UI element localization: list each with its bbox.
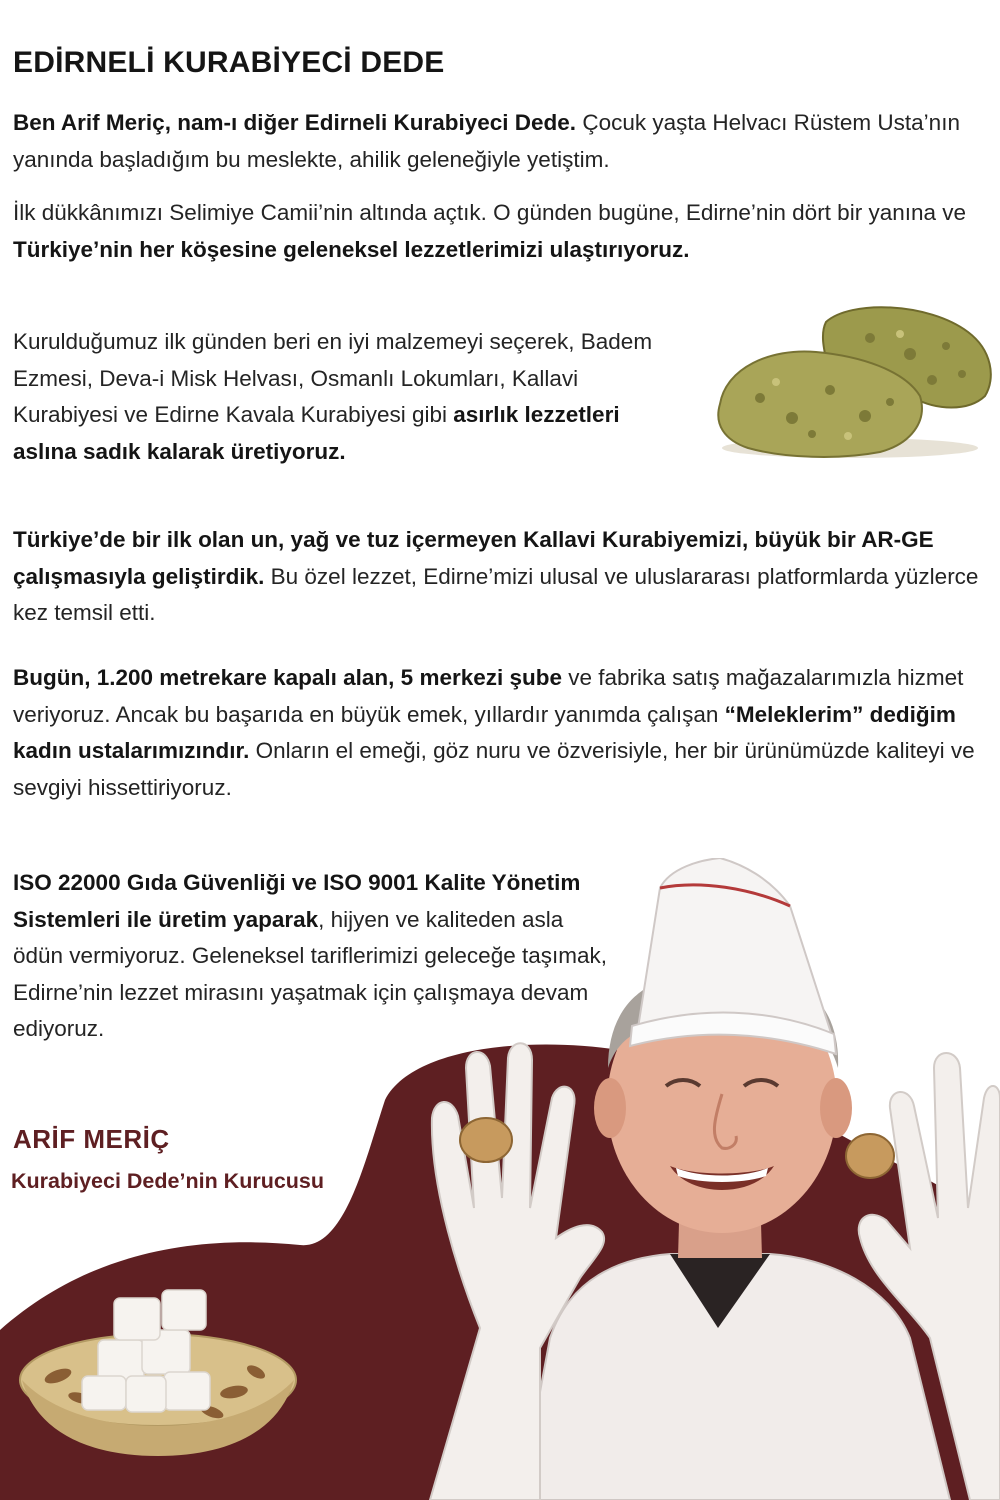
founder-portrait-image bbox=[370, 858, 1000, 1500]
kallavi-paragraph bbox=[13, 522, 988, 632]
lokum-bowl-image bbox=[16, 1280, 300, 1458]
kallavi-bold: Türkiye’de bir ilk olan un, yağ ve tuz içermeyen Kallavi Kurabiyemizi, büyük bir AR-GE çalışmasıyla geliştirdik. bbox=[13, 527, 934, 589]
iso-bold: ISO 22000 Gıda Güvenliği ve ISO 9001 Kalite Yönetim Sistemleri ile üretim yaparak bbox=[13, 870, 581, 932]
today-bold-2: “Meleklerim” dediğim kadın ustalarımızındır. bbox=[13, 701, 956, 763]
founder-name: ARİF MERİÇ bbox=[13, 1124, 170, 1154]
intro-paragraph bbox=[13, 105, 973, 178]
first-shop-text: İlk dükkânımızı Selimiye Camii’nin altında açtık. O günden bugüne, Edirne’nin dört bir yanına ve bbox=[13, 200, 967, 225]
products-paragraph bbox=[13, 324, 683, 470]
first-shop-paragraph bbox=[13, 195, 973, 268]
today-text-2: Onların el emeği, göz nuru ve özverisiyle, her bir ürünümüzde kaliteyi ve sevgiyi hissettiriyoruz. bbox=[13, 738, 975, 800]
today-bold-1: Bugün, 1.200 metrekare kapalı alan, 5 merkezi şube bbox=[13, 665, 563, 690]
today-paragraph bbox=[13, 660, 988, 806]
intro-bold: Ben Arif Meriç, nam-ı diğer Edirneli Kurabiyeci Dede. bbox=[13, 110, 577, 135]
products-bold: asırlık lezzetleri aslına sadık kalarak üretiyoruz. bbox=[13, 402, 620, 464]
cookie-image bbox=[700, 298, 996, 464]
founder-role: Kurabiyeci Dede’nin Kurucusu bbox=[11, 1169, 325, 1193]
iso-text: , hijyen ve kaliteden asla ödün vermiyoruz. Geleneksel tariflerimizi geleceğe taşımak, Edirne’nin lezzet mirasını yaşatmak için çalışmaya devam ediyoruz. bbox=[13, 906, 607, 1041]
first-shop-bold: Türkiye’nin her köşesine geleneksel lezzetlerimizi ulaştırıyoruz. bbox=[13, 236, 690, 262]
products-text: Kurulduğumuz ilk günden beri en iyi malzemeyi seçerek, Badem Ezmesi, Deva-i Misk Helvası, Osmanlı Lokumları, Kallavi Kurabiyesi ve Edirne Kavala Kurabiyesi gibi bbox=[13, 329, 653, 427]
page-title: EDİRNELİ KURABİYECİ DEDE bbox=[13, 46, 445, 79]
intro-text: Çocuk yaşta Helvacı Rüstem Usta’nın yanında başladığım bu meslekte, ahilik geleneğiyle yetiştim. bbox=[13, 110, 960, 172]
today-text-1: ve fabrika satış mağazalarımızla hizmet veriyoruz. Ancak bu başarıda en büyük emek, yıllardır yanımda çalışan bbox=[13, 665, 964, 727]
kallavi-text: Bu özel lezzet, Edirne’mizi ulusal ve uluslararası platformlarda yüzlerce kez temsil etti. bbox=[13, 563, 979, 625]
